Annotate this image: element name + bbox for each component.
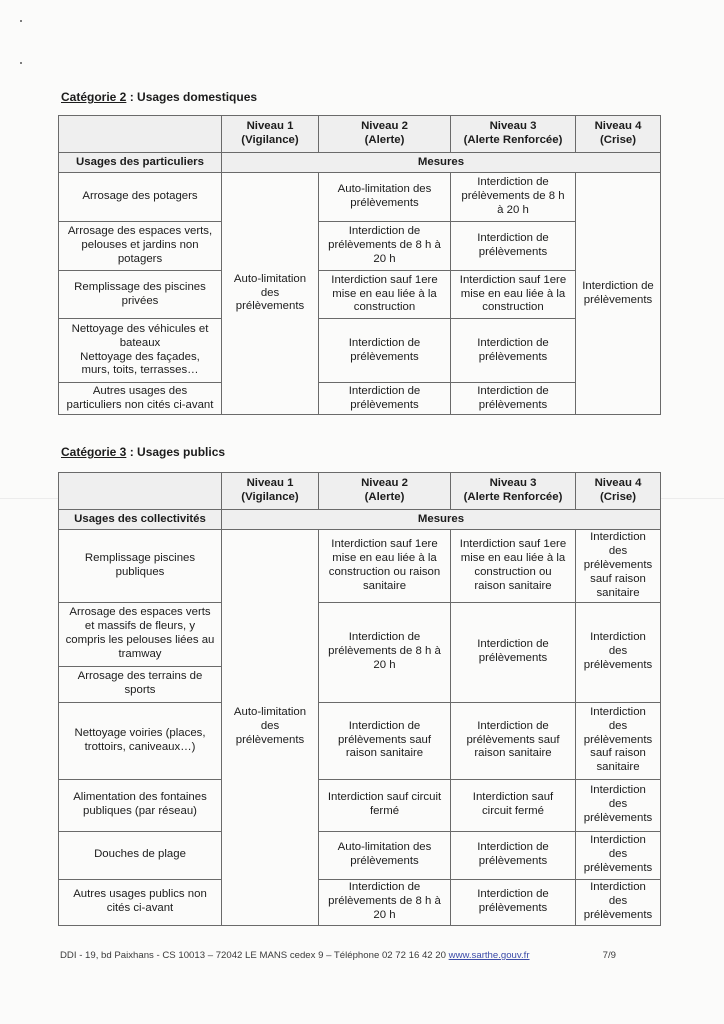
- niveau-3-cell: Interdiction sauf 1ere mise en eau liée à la construction ou raison sanitaire: [451, 530, 576, 603]
- usage-cell: Autres usages publics non cités ci-avant: [59, 879, 222, 925]
- niveau-3-cell: Interdiction de prélèvements: [451, 602, 576, 702]
- usage-cell: Autres usages des particuliers non cités ci-avant: [59, 383, 222, 415]
- usage-cell: Nettoyage des véhicules et bateaux Nettoyage des façades, murs, toits, terrasses…: [59, 319, 222, 383]
- section-title-rest: : Usages domestiques: [126, 90, 258, 104]
- group-label-particuliers: Usages des particuliers: [59, 153, 222, 173]
- table-row: [59, 831, 661, 879]
- niveau-2-cell: Interdiction de prélèvements: [319, 383, 451, 415]
- table-row: [59, 271, 661, 319]
- group-label-collectivites: Usages des collectivités: [59, 510, 222, 530]
- table-row: [59, 702, 661, 779]
- niveau-2-cell: Auto-limitation des prélèvements: [319, 831, 451, 879]
- subheader-row: [59, 510, 661, 530]
- section-title-label: Catégorie 3: [61, 445, 127, 459]
- usage-cell: Arrosage des terrains de sports: [59, 666, 222, 702]
- niveau-2-cell: Auto-limitation des prélèvements: [319, 173, 451, 222]
- usage-cell: Arrosage des potagers: [59, 173, 222, 222]
- header-niveau-3: Niveau 3 (Alerte Renforcée): [451, 473, 576, 510]
- mesures-label: Mesures: [222, 153, 661, 173]
- page-number: 7/9: [602, 950, 616, 961]
- usage-cell: Douches de plage: [59, 831, 222, 879]
- scan-speck: [20, 20, 22, 22]
- header-corner-cell: [59, 116, 222, 153]
- header-niveau-1: Niveau 1 (Vigilance): [222, 473, 319, 510]
- header-niveau-4: Niveau 4 (Crise): [576, 473, 661, 510]
- niveau-3-cell: Interdiction de prélèvements: [451, 879, 576, 925]
- usage-cell: Nettoyage voiries (places, trottoirs, caniveaux…): [59, 702, 222, 779]
- table-row: [59, 222, 661, 271]
- header-corner-cell: [59, 473, 222, 510]
- scan-speck: [20, 62, 22, 64]
- footer-address: DDI - 19, bd Paixhans - CS 10013 – 72042 LE MANS cedex 9 – Téléphone 02 72 16 42 20: [60, 950, 449, 961]
- niveau-4-cell: Interdiction des prélèvements: [576, 779, 661, 831]
- niveau-2-cell: Interdiction de prélèvements: [319, 319, 451, 383]
- table-row: [59, 779, 661, 831]
- section-title-categorie-2: [61, 90, 257, 104]
- page-footer: [60, 950, 660, 961]
- header-niveau-1: Niveau 1 (Vigilance): [222, 116, 319, 153]
- niveau-2-cell: Interdiction sauf circuit fermé: [319, 779, 451, 831]
- niveau-4-cell: Interdiction des prélèvements: [576, 879, 661, 925]
- table-row: [59, 319, 661, 383]
- niveau-4-cell: Interdiction des prélèvements: [576, 602, 661, 702]
- usage-cell: Remplissage des piscines privées: [59, 271, 222, 319]
- table-row: [59, 173, 661, 222]
- table-usages-publics: [58, 472, 661, 926]
- niveau-4-cell: Interdiction des prélèvements: [576, 831, 661, 879]
- niveau-2-cell: Interdiction sauf 1ere mise en eau liée à la construction: [319, 271, 451, 319]
- table-row: [59, 530, 661, 603]
- niveau-4-cell: Interdiction des prélèvements sauf raison sanitaire: [576, 530, 661, 603]
- section-title-rest: : Usages publics: [126, 445, 226, 459]
- table-row: [59, 602, 661, 666]
- table-row: [59, 383, 661, 415]
- niveau-3-cell: Interdiction de prélèvements: [451, 831, 576, 879]
- niveau-2-cell: Interdiction de prélèvements de 8 h à 20 h: [319, 602, 451, 702]
- table-usages-domestiques: [58, 115, 661, 415]
- niveau-2-cell: Interdiction de prélèvements de 8 h à 20 h: [319, 222, 451, 271]
- subheader-row: [59, 153, 661, 173]
- niveau-3-cell: Interdiction de prélèvements: [451, 319, 576, 383]
- niveau-3-cell: Interdiction sauf 1ere mise en eau liée à la construction: [451, 271, 576, 319]
- mesures-label: Mesures: [222, 510, 661, 530]
- table-row: [59, 879, 661, 925]
- header-row: [59, 116, 661, 153]
- niveau-3-cell: Interdiction de prélèvements: [451, 222, 576, 271]
- niveau-2-cell: Interdiction sauf 1ere mise en eau liée à la construction ou raison sanitaire: [319, 530, 451, 603]
- niveau-2-cell: Interdiction de prélèvements sauf raison sanitaire: [319, 702, 451, 779]
- niveau-4-cell: Interdiction des prélèvements sauf raison sanitaire: [576, 702, 661, 779]
- section-title-categorie-3: [61, 445, 225, 459]
- header-niveau-2: Niveau 2 (Alerte): [319, 473, 451, 510]
- usage-cell: Arrosage des espaces verts et massifs de fleurs, y compris les pelouses liées au tramway: [59, 602, 222, 666]
- niveau-3-cell: Interdiction sauf circuit fermé: [451, 779, 576, 831]
- section-title-label: Catégorie 2: [61, 90, 127, 104]
- footer-website-link[interactable]: www.sarthe.gouv.fr: [448, 950, 530, 961]
- usage-cell: Remplissage piscines publiques: [59, 530, 222, 603]
- niveau-3-cell: Interdiction de prélèvements de 8 h à 20 h: [451, 173, 576, 222]
- niveau-1-cell: Auto-limitation des prélèvements: [222, 530, 319, 926]
- usage-cell: Arrosage des espaces verts, pelouses et jardins non potagers: [59, 222, 222, 271]
- header-niveau-4: Niveau 4 (Crise): [576, 116, 661, 153]
- niveau-3-cell: Interdiction de prélèvements: [451, 383, 576, 415]
- niveau-2-cell: Interdiction de prélèvements de 8 h à 20 h: [319, 879, 451, 925]
- header-row: [59, 473, 661, 510]
- header-niveau-3: Niveau 3 (Alerte Renforcée): [451, 116, 576, 153]
- niveau-3-cell: Interdiction de prélèvements sauf raison sanitaire: [451, 702, 576, 779]
- niveau-4-cell: Interdiction de prélèvements: [576, 173, 661, 415]
- usage-cell: Alimentation des fontaines publiques (par réseau): [59, 779, 222, 831]
- niveau-1-cell: Auto-limitation des prélèvements: [222, 173, 319, 415]
- header-niveau-2: Niveau 2 (Alerte): [319, 116, 451, 153]
